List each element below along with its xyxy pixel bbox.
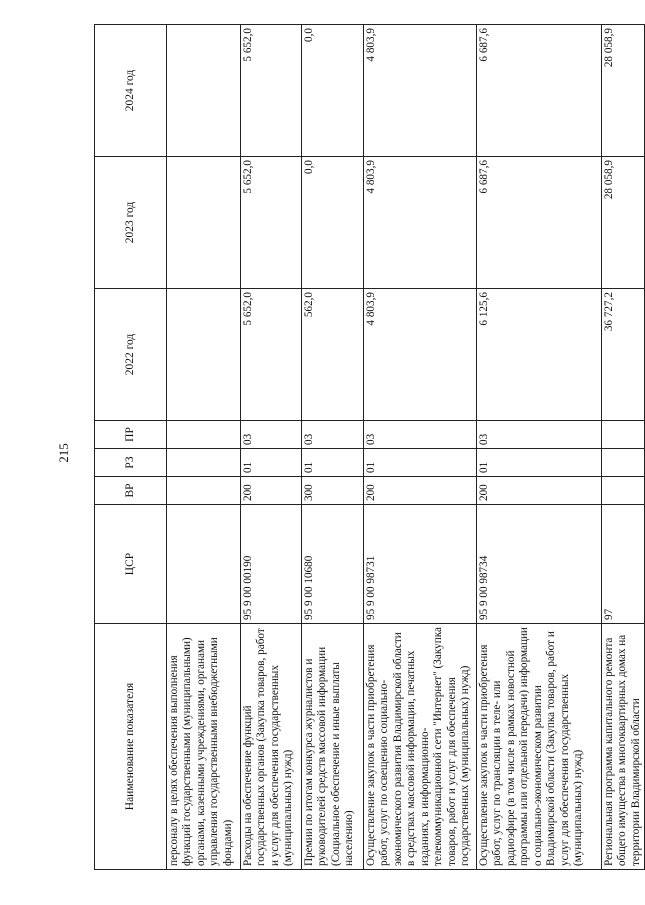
row-2024: 0,0	[302, 25, 364, 157]
header-csr: ЦСР	[95, 505, 167, 624]
row-csr: 95 9 00 98734	[477, 505, 602, 624]
row-rz: 01	[364, 449, 477, 477]
header-rz: РЗ	[95, 449, 167, 477]
row-rz	[602, 449, 645, 477]
row-vr: 200	[364, 477, 477, 505]
header-pr: ПР	[95, 421, 167, 449]
row-2022: 36 727,2	[602, 289, 645, 421]
table-row	[302, 25, 364, 870]
table-row	[364, 25, 477, 870]
rotated-document	[94, 25, 642, 870]
row-csr: 97	[602, 505, 645, 624]
row-csr: 95 9 00 00190	[241, 505, 302, 624]
row-2024: 28 058,9	[602, 25, 645, 157]
row-2022: 4 803,9	[364, 289, 477, 421]
page-number: 215	[56, 443, 71, 463]
table-row	[602, 25, 645, 870]
row-csr: 95 9 00 98731	[364, 505, 477, 624]
row-2022: 5 652,0	[241, 289, 302, 421]
row-pr: 03	[364, 421, 477, 449]
row-2022	[167, 289, 241, 421]
row-vr	[602, 477, 645, 505]
row-csr: 95 9 00 10680	[302, 505, 364, 624]
row-pr: 03	[477, 421, 602, 449]
row-2024: 4 803,9	[364, 25, 477, 157]
row-2023: 0,0	[302, 157, 364, 289]
row-name: Премии по итогам конкурса журналистов и руководителей средств массовой информации (Социальное обеспечение и иные выплаты населению)	[302, 624, 364, 870]
row-name: Расходы на обеспечение функций государственных органов (Закупка товаров, работ и услуг для обеспечения государственных (муниципальных) нужд)	[241, 624, 302, 870]
row-2023: 6 687,6	[477, 157, 602, 289]
row-rz: 01	[477, 449, 602, 477]
row-pr: 03	[241, 421, 302, 449]
header-name: Наименование показателя	[95, 624, 167, 870]
row-pr	[167, 421, 241, 449]
row-rz: 01	[241, 449, 302, 477]
table-row	[167, 25, 241, 870]
row-rz	[167, 449, 241, 477]
table-row	[241, 25, 302, 870]
row-vr	[167, 477, 241, 505]
row-2024: 5 652,0	[241, 25, 302, 157]
row-vr: 200	[241, 477, 302, 505]
row-pr: 03	[302, 421, 364, 449]
row-2024: 6 687,6	[477, 25, 602, 157]
budget-table	[94, 24, 645, 870]
row-rz: 01	[302, 449, 364, 477]
row-vr: 300	[302, 477, 364, 505]
header-2023: 2023 год	[95, 157, 167, 289]
row-2023: 4 803,9	[364, 157, 477, 289]
header-vr: ВР	[95, 477, 167, 505]
row-2024	[167, 25, 241, 157]
row-2023: 28 058,9	[602, 157, 645, 289]
header-2024: 2024 год	[95, 25, 167, 157]
row-name: персоналу в целях обеспечения выполнения функций государственными (муниципальными) органами, казенными учреждениями, органами управления государственными внебюджетными фондами)	[167, 624, 241, 870]
header-row	[95, 25, 167, 870]
row-2023	[167, 157, 241, 289]
row-pr	[602, 421, 645, 449]
row-2022: 6 125,6	[477, 289, 602, 421]
row-name: Осуществление закупок в части приобретения работ, услуг по освещению социально-экономического развития Владимирской области в средствах массовой информации, печатных изданиях, в информационно-телекоммуникационной сети "Интернет" (Закупка товаров, работ и услуг для обеспечения государственных (муниципальных) нужд)	[364, 624, 477, 870]
row-name: Осуществление закупок в части приобретения работ, услуг по трансляции в теле- или радиоэфире (в том числе в рамках новостной программы или отдельной передачи) информации о социально-экономическом развитии Владимирской области (Закупка товаров, работ и услуг для обеспечения государственных (муниципальных) нужд)	[477, 624, 602, 870]
table-row	[477, 25, 602, 870]
header-2022: 2022 год	[95, 289, 167, 421]
row-vr: 200	[477, 477, 602, 505]
row-2022: 562,0	[302, 289, 364, 421]
row-name: Региональная программа капитального ремонта общего имущества в многоквартирных домах на территории Владимирской области	[602, 624, 645, 870]
row-2023: 5 652,0	[241, 157, 302, 289]
row-csr	[167, 505, 241, 624]
